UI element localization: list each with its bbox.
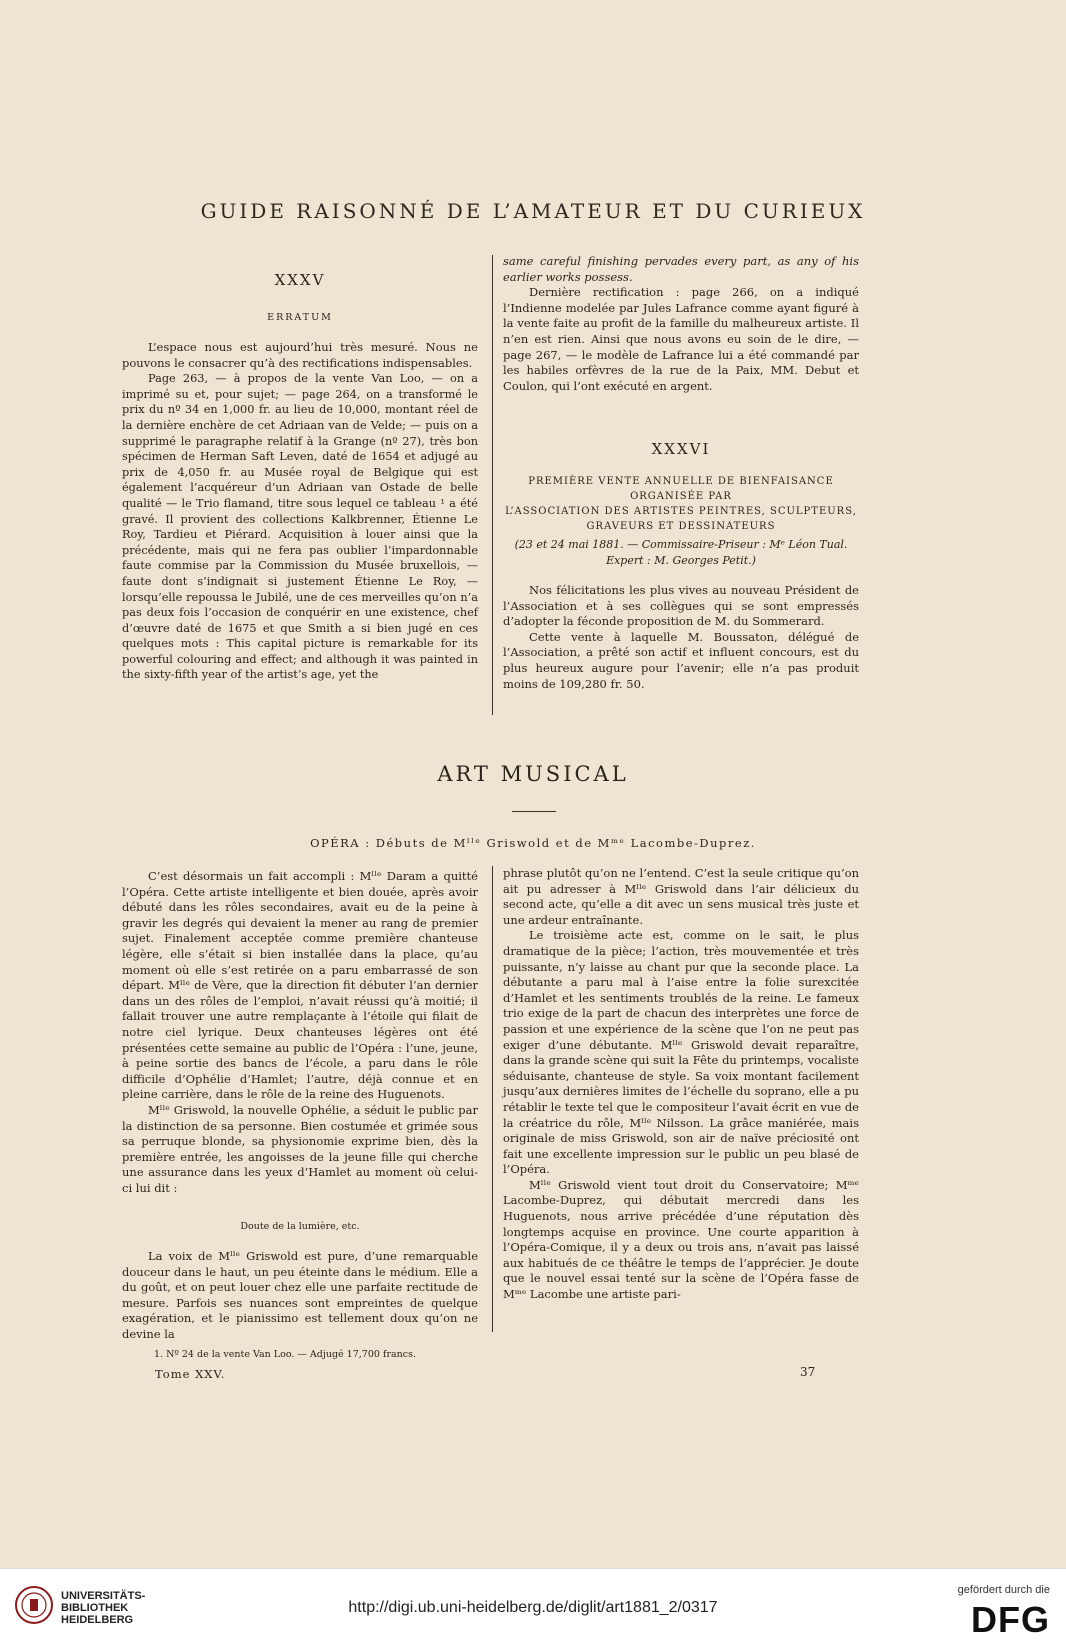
art-musical-title: ART MUSICAL <box>437 762 629 786</box>
section36-paragraph: Cette vente à laquelle M. Boussaton, délégué de l’Association, a prêté son actif et influent concours, est du plus heureux augure pour l’avenir; elle n’a pas produit moins de 109,280 fr. 50. <box>503 629 859 691</box>
section35-paragraph: L’espace nous est aujourd’hui très mesuré. Nous ne pouvons le consacrer qu’à des rectifications indispensables. <box>122 340 478 370</box>
opera-paragraph: La voix de Mˡˡᵉ Griswold est pure, d’une remarquable douceur dans le haut, un peu éteinte dans le médium. Elle a du goût, et on peut louer chez elle une parfaite rectitude de mesure. Parfois ses nuances sont empreintes de quelque exagération, et le pianissimo est tellement doux qu’on ne devine la <box>122 1249 478 1341</box>
source-url[interactable]: http://digi.ub.uni-heidelberg.de/diglit/art1881_2/0317 <box>348 1599 718 1616</box>
erratum-heading: ERRATUM <box>267 312 333 323</box>
institution-line: HEIDELBERG <box>61 1614 134 1626</box>
running-title: GUIDE RAISONNÉ DE L’AMATEUR ET DU CURIEUX <box>200 199 866 223</box>
section36-paragraph: Nos félicitations les plus vives au nouveau Président de l’Association et à ses collègues qui se sont empressés d’adopter la féconde proposition de M. du Sommerard. <box>503 583 859 629</box>
institution-line: UNIVERSITÄTS- <box>61 1590 146 1602</box>
section35-paragraph: Page 263, — à propos de la vente Van Loo, — on a imprimé su et, pour sujet; — page 264, on a transformé le prix du nº 34 en 1,000 fr. au lieu de 10,000, montant réel de la dernière enchère de cet Adriaan van de Velde; — puis on a supprimé le paragraphe relatif à la Grange (nº 27), très bon spécimen de Herman Saft Leven, daté de 1654 et adjugé au prix de 4,050 fr. au Musée royal de Belgique qui est également l’acquéreur d’un Adriaan van Ostade de belle qualité — le Trio flamand, titre sous lequel ce tableau ¹ a été gravé. Il provient des collections Kalkbrenner, Étienne Le Roy, Tardieu et Piérard. Acquisition à louer ainsi que la précédente, mais qui ne fera pas oublier l’impardonnable faute commise par la Commission du Musée bruxellois, — faute dont s’indignait si justement Étienne Le Roy, — lorsqu’elle repoussa le Jubilé, une de ces merveilles qu’on n’a pas deux fois l’occasion de conquérir en une existence, chef d’œuvre daté de 1675 et que Smith a si bien jugé en ces quelques mots : This capital picture is remarkable for its powerful colouring and effect; and although it was painted in the sixty-fifth year of the artist’s age, yet the <box>122 372 478 682</box>
opera-right-column <box>503 866 859 1303</box>
section-numeral-xxxv: XXXV <box>274 271 326 289</box>
sale-dates <box>503 537 859 569</box>
sale-heading-line: PREMIÈRE VENTE ANNUELLE DE BIENFAISANCE ORGANISÉE PAR <box>528 476 834 502</box>
sale-heading-line: GRAVEURS ET DESSINATEURS <box>586 521 776 532</box>
footnote: 1. Nº 24 de la vente Van Loo. — Adjugé 17,700 francs. <box>154 1349 416 1360</box>
opera-paragraph: phrase plutôt qu’on ne l’entend. C’est la seule critique qu’on ait pu adresser à Mˡˡᵉ Griswold dans l’air délicieux du second acte, qu’elle a dit avec un sens musical très juste et une ardeur entraînante. <box>503 866 859 927</box>
opera-left-column <box>122 869 478 1196</box>
sale-date-line: (23 et 24 mai 1881. — Commissaire-Priseur : Mᵉ Léon Tual. <box>514 538 848 551</box>
sale-heading <box>503 474 859 534</box>
digitization-footer <box>0 1568 1066 1648</box>
opera-left-column-end <box>122 1249 478 1343</box>
funding-note: gefördert durch die <box>957 1584 1050 1596</box>
section35-continued <box>503 254 859 394</box>
opera-paragraph: Mˡˡᵉ Griswold, la nouvelle Ophélie, a séduit le public par la distinction de sa personne. Bien costumée et grimée sous sa perruque blonde, sa physionomie exprime bien, dès la première entrée, les angoisses de la jeune fille qui cherche une assurance dans les yeux d’Hamlet au moment où celui-ci lui dit : <box>122 1102 478 1195</box>
hamlet-quote: Doute de la lumière, etc. <box>240 1221 360 1232</box>
dfg-logo: DFG <box>971 1599 1050 1640</box>
volume-label: Tome XXV. <box>155 1367 226 1381</box>
section35-paragraph: Dernière rectification : page 266, on a indiqué l’Indienne modelée par Jules Lafrance comme ayant figuré à la vente faite au profit de la famille du malheureux artiste. Il n’en est rien. Ainsi que nous avons eu soin de le dire, — page 267, — le modèle de Lafrance lui a été commandé par les habiles orfèvres de la rue de la Paix, MM. Debut et Coulon, qui l’ont exécuté en argent. <box>503 285 859 393</box>
sale-expert-line: Expert : M. Georges Petit.) <box>606 554 756 567</box>
opera-paragraph: Mˡˡᵉ Griswold vient tout droit du Conservatoire; Mᵐᵉ Lacombe-Duprez, qui débutait mercredi dans les Huguenots, nous arrive précédée d’une réputation dès longtemps acquise en province. Une courte apparition à l’Opéra-Comique, il y a deux ou trois ans, n’avait pas laissé aux habitués de ce théâtre le temps de l’apprécier. Je doute que le nouvel essai tenté sur la scène de l’Opéra fasse de Mᵐᵉ Lacombe une artiste pari- <box>503 1177 859 1302</box>
english-quote-continued: same careful finishing pervades every part, as any of his earlier works possess. <box>503 254 859 284</box>
opera-paragraph: Le troisième acte est, comme on le sait, le plus dramatique de la pièce; l’action, très mouvementée et très puissante, n’y laisse au chant pur que la seconde place. La débutante a paru mal à l’aise entre la folie surexcitée d’Hamlet et les sentiments troublés de la reine. Le fameux trio exige de la part de chacun des interprètes une force de passion et une expérience de la scène que l’on ne peut pas exiger d’une débutante. Mˡˡᵉ Griswold devait reparaître, dans la grande scène qui suit la Fête du printemps, vocaliste séduisante, chanteuse de style. Sa voix montant facilement jusqu’aux dernières limites de l’échelle du soprano, elle a pu rétablir le texte tel que le compositeur l’avait écrit en vue de la créatrice du rôle, Mˡˡᵉ Nilsson. La grâce maniérée, mais originale de miss Griswold, son air de naïve préciosité ont fait une excellente impression sur le public un peu blasé de l’Opéra. <box>503 928 859 1177</box>
page-number: 37 <box>800 1365 816 1379</box>
column-divider <box>492 866 493 1332</box>
institution-line: BIBLIOTHEK <box>61 1602 129 1614</box>
section35-body <box>122 340 478 683</box>
opera-subtitle: OPÉRA : Débuts de Mˡˡᵉ Griswold et de Mᵐᵉ Lacombe-Duprez. <box>310 836 756 850</box>
section-numeral-xxxvi: XXXVI <box>651 440 711 458</box>
sale-heading-line: L’ASSOCIATION DES ARTISTES PEINTRES, SCULPTEURS, <box>505 506 857 517</box>
title-rule <box>512 811 556 812</box>
opera-paragraph: C’est désormais un fait accompli : Mˡˡᵉ Daram a quitté l’Opéra. Cette artiste intelligente et bien douée, après avoir débuté dans les rôles secondaires, avait eu de la peine à gravir les degrés qui devaient la mener au rang de premier sujet. Finalement acceptée comme première chanteuse légère, elle s’était si bien installée dans la place, qu’au moment où elle s’est retirée on a paru embarrassé de son départ. Mˡˡᵉ de Vère, que la direction fit débuter l’an dernier dans un des rôles de l’emploi, n’avait réussi qu’à moitié; il fallait trouver une autre remplaçante à l’étoile qui filait de notre ciel lyrique. Deux chanteuses légères ont été présentées cette semaine au public de l’Opéra : l’une, jeune, à peine sortie des bancs de l’école, a paru dans le rôle difficile d’Ophélie d’Hamlet; l’autre, déjà connue et en pleine carrière, dans le rôle de la reine des Huguenots. <box>122 869 478 1102</box>
section36-body <box>503 583 859 692</box>
column-divider <box>492 255 493 715</box>
